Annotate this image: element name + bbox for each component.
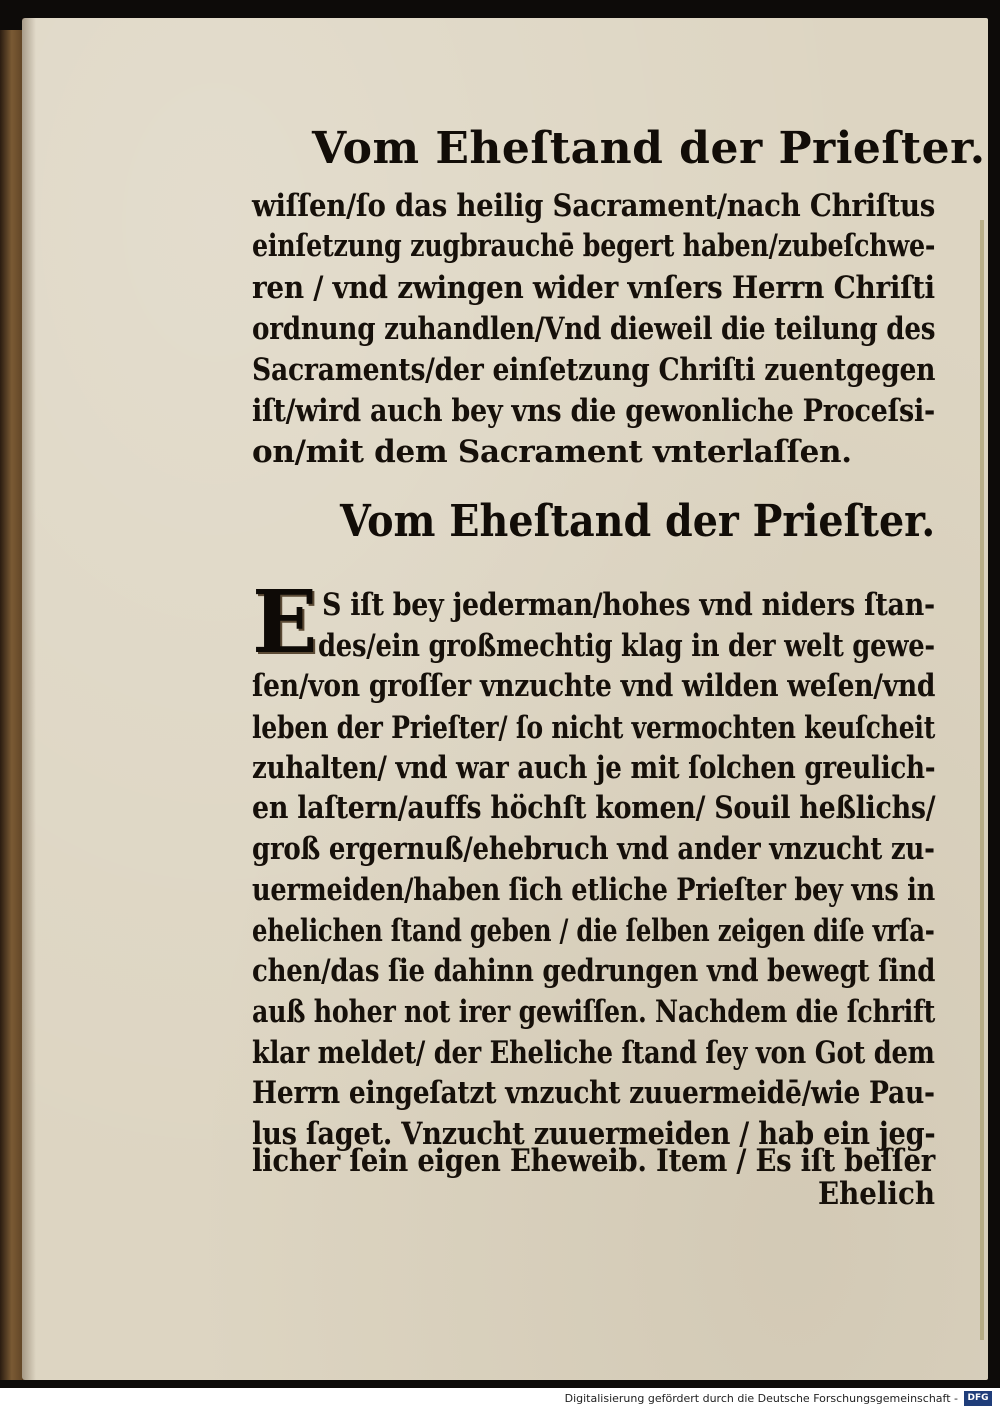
- text-line: wiſſen/ſo das heilig Sacrament/nach Chriſtus: [252, 188, 936, 224]
- text-line: ehelichen ſtand geben / die ſelben zeigen diſe vrſa-: [252, 913, 935, 949]
- text-line: zuhalten/ vnd war auch je mit ſolchen greulich-: [252, 750, 936, 786]
- catchword: Ehelich: [818, 1176, 935, 1212]
- page-edge-mark: [980, 220, 984, 1340]
- footer-bar: [0, 1388, 1000, 1410]
- text-line: iſt/wird auch bey vns die gewonliche Proceſsi-: [252, 393, 935, 429]
- text-line: des/ein großmechtig klag in der welt gewe-: [318, 628, 935, 664]
- funding-credit: Digitalisierung gefördert durch die Deutsche Forschungsgemeinschaft -: [564, 1392, 958, 1405]
- text-line: einſetzung zugbrauchē begert haben/zubeſchwe-: [252, 228, 936, 264]
- text-line: Herrn eingeſatzt vnzucht zuuermeidē/wie Pau-: [252, 1075, 935, 1111]
- running-head: Vom Eheſtand der Prieſter.: [312, 123, 986, 174]
- text-line: leben der Prieſter/ ſo nicht vermochten keuſcheit: [252, 710, 936, 746]
- text-line: klar meldet/ der Eheliche ſtand ſey von Got dem: [252, 1035, 935, 1071]
- page-gutter-shadow: [22, 18, 36, 1380]
- text-line: licher ſein eigen Eheweib. Item / Es iſt beſſer: [252, 1143, 935, 1179]
- text-line: auß hoher not irer gewiſſen. Nachdem die ſchrift: [252, 994, 936, 1030]
- text-line: ſen/von groſſer vnzuchte vnd wilden weſen/vnd: [252, 668, 936, 704]
- section-title: Vom Eheſtand der Prieſter.: [340, 496, 936, 547]
- text-line: en laſtern/auffs höchſt komen/ Souil heßlichs/: [252, 790, 936, 826]
- text-line: uermeiden/haben ſich etliche Prieſter bey vns in: [252, 872, 936, 908]
- decorated-initial: E: [252, 572, 318, 673]
- text-line: groß ergernuß/ehebruch vnd ander vnzucht zu-: [252, 831, 935, 867]
- text-line: ren / vnd zwingen wider vnſers Herrn Chriſti: [252, 270, 935, 306]
- text-line: chen/das ſie dahinn gedrungen vnd bewegt ſind: [252, 953, 936, 989]
- dfg-logo: DFG: [964, 1391, 992, 1406]
- text-line: on/mit dem Sacrament vnterlaſſen.: [252, 434, 852, 470]
- text-line: Sacraments/der einſetzung Chriſti zuentgegen: [252, 352, 936, 388]
- text-line: lus ſaget. Vnzucht zuuermeiden / hab ein jeg-: [252, 1116, 936, 1152]
- text-line: S iſt bey jederman/hohes vnd niders ſtan-: [322, 587, 935, 623]
- text-line: ordnung zuhandlen/Vnd dieweil die teilung des: [252, 311, 936, 347]
